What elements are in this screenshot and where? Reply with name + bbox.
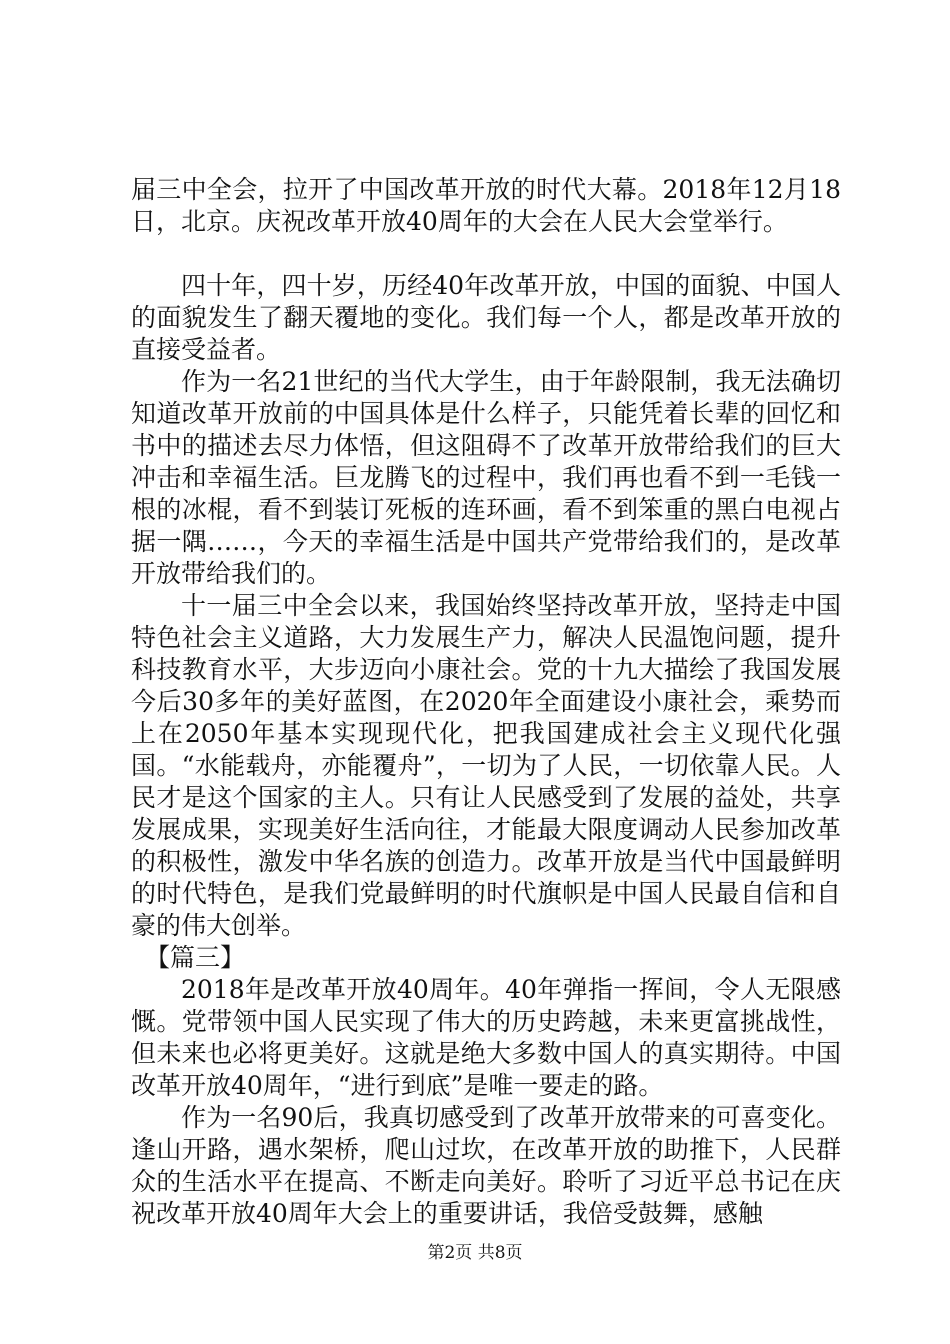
paragraph-2018-anniversary: 2018年是改革开放40周年。40年弹指一挥间，令人无限感慨。党带领中国人民实现了伟大的历史跨越，未来更富挑战性，但未来也必将更美好。这就是绝大多数中国人的真实期待。中国改革开放40周年，“进行到底”是唯一要走的路。 (131, 975, 841, 1100)
paragraph-intro-continuation: 届三中全会，拉开了中国改革开放的时代大幕。2018年12月18日，北京。庆祝改革开放40周年的大会在人民大会堂举行。 (131, 175, 841, 236)
paragraph-student-perspective: 作为一名21世纪的当代大学生，由于年龄限制，我无法确切知道改革开放前的中国具体是什么样子，只能凭着长辈的回忆和书中的描述去尽力体悟，但这阻碍不了改革开放带给我们的巨大冲击和幸福生活。巨龙腾飞的过程中，我们再也看不到一毛钱一根的冰棍，看不到装订死板的连环画，看不到笨重的黑白电视占据一隅……，今天的幸福生活是中国共产党带给我们的，是改革开放带给我们的。 (131, 367, 841, 588)
page-footer: 第2页 共8页 (427, 1243, 523, 1263)
section-heading: 【篇三】 (145, 943, 246, 972)
paragraph-forty-years: 四十年，四十岁，历经40年改革开放，中国的面貌、中国人的面貌发生了翻天覆地的变化。我们每一个人，都是改革开放的直接受益者。 (131, 271, 841, 364)
paragraph-since-third-plenum: 十一届三中全会以来，我国始终坚持改革开放，坚持走中国特色社会主义道路，大力发展生产力，解决人民温饱问题，提升科技教育水平，大步迈向小康社会。党的十九大描绘了我国发展今后30多年的美好蓝图，在2020年全面建设小康社会，乘势而上在2050年基本实现现代化，把我国建成社会主义现代化强国。“水能载舟，亦能覆舟”，一切为了人民，一切依靠人民。人民才是这个国家的主人。只有让人民感受到了发展的益处，共享发展成果，实现美好生活向往，才能最大限度调动人民参加改革的积极性，激发中华名族的创造力。改革开放是当代中国最鲜明的时代特色，是我们党最鲜明的时代旗帜是中国人民最自信和自豪的伟大创举。 (131, 591, 841, 940)
paragraph-post-90s: 作为一名90后，我真切感受到了改革开放带来的可喜变化。逢山开路，遇水架桥，爬山过坎，在改革开放的助推下，人民群众的生活水平在提高、不断走向美好。聆听了习近平总书记在庆祝改革开放40周年大会上的重要讲话，我倍受鼓舞，感触 (131, 1103, 841, 1228)
document-body (131, 174, 841, 1230)
